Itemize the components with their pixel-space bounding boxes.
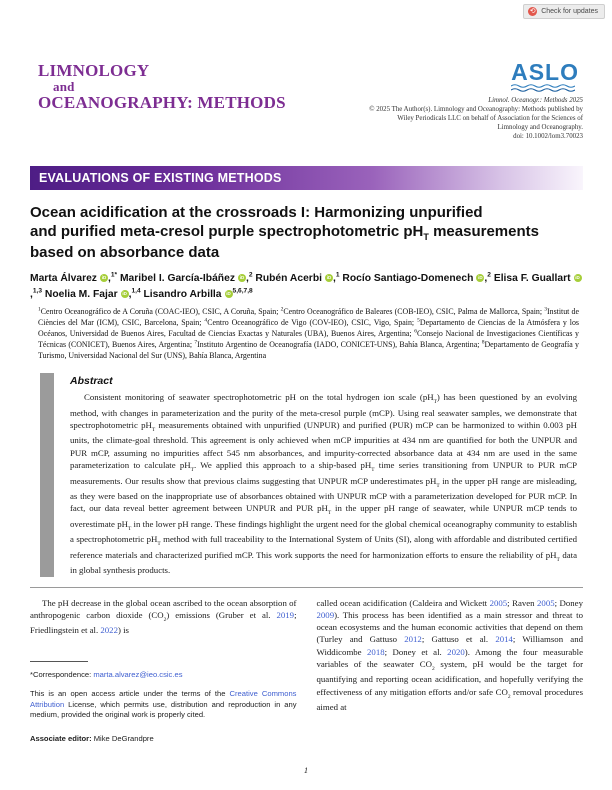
journal-title bbox=[38, 62, 286, 142]
orcid-icon[interactable]: iD bbox=[101, 275, 107, 281]
aslo-logo-text: ASLO bbox=[511, 59, 579, 85]
correspondence-label: *Correspondence: bbox=[30, 669, 94, 679]
text-link[interactable]: 2012 bbox=[404, 634, 422, 645]
affiliation-sup: 5 bbox=[417, 317, 420, 324]
right-column bbox=[317, 597, 584, 754]
orcid-icon[interactable]: iD bbox=[239, 275, 245, 281]
journal-title-line2: and bbox=[53, 79, 75, 95]
check-updates-label: Check for updates bbox=[541, 8, 598, 15]
citation-line: Limnology and Oceanography. bbox=[497, 123, 583, 131]
author-name: Rocío Santiago-Domenech bbox=[342, 273, 474, 285]
orcid-icon[interactable]: iD bbox=[326, 275, 332, 281]
abstract-section bbox=[40, 373, 583, 576]
author-affiliation-sup: 2 bbox=[487, 272, 491, 280]
text-link[interactable]: 2022 bbox=[100, 625, 118, 636]
author-affiliation-sup: 2 bbox=[248, 272, 253, 280]
intro-paragraph-left: The pH decrease in the global ocean ascribed to the ocean absorption of anthropogenic carbon dioxide $(CO_2)$ emissions (Gruber et al. 2019; Friedlingstein et al. 2022) is bbox=[30, 597, 297, 636]
article-title-line2-end: measurements bbox=[428, 222, 539, 240]
open-access-note: This is an open access article under the terms of the Creative Commons Attribution License, which permits use, distribution and reproduction in any medium, provided the original work is properly cited. bbox=[30, 689, 297, 720]
article-title-line1: Ocean acidification at the crossroads I: Harmonizing unpurified bbox=[30, 203, 483, 221]
affiliation-text: Centro Oceanográfico de Vigo (COV-IEO), CSIC, Vigo, Spain; bbox=[207, 317, 418, 327]
affiliations bbox=[30, 306, 583, 361]
section-banner bbox=[30, 166, 583, 190]
author-name: Lisandro Arbilla bbox=[143, 289, 222, 301]
abstract-text: Consistent monitoring of seawater spectrophotometric pH on the total hydrogen ion scale $(pH_T)$ has been questioned by an evolving method, with changes in parameterization and the purity of the meta-cresol purple (mCP). Using real seawater samples, we demonstrate that spectrophotometric $pH_T$ measurements obtained with unpurified (UNPUR) and purified (PUR) mCP can be harmonized to within 0.003 pH units, the climate-goal threshold. This agreement is only achieved when mCP impurities at 434 nm are quantified for both the UNPUR and PUR mCP, assuming no impurities affect 545 nm absorbances, and impurity-corrected absorbance data at 434 nm are used in the same parameterization to calculate $pH_T$. We applied this approach to a ship-based $pH_T$ time series transitioning from UNPUR to PUR mCP measurements. Our results show that previous claims suggesting that UNPUR mCP underestimates $pH_T$ in the upper pH range are misleading, as they were based on the inappropriate use of absorbances obtained with UNPUR mCP with a parameterization developed for PUR mCP. In fact, our data reveal better agreement between UNPUR and PUR $pH_T$ in the upper pH range of seawater, while UNPUR mCP tends to overestimate $pH_T$ in the lower pH range. These findings highlight the urgent need for the global chemical oceanography community to establish a spectrophotometric $pH_T$ method with full traceability to the International System of Units (SI), along with affordable and distributed certified reference materials and characterized purified mCP. This work supports the need for harmonization efforts to ensure the reliability of $pH_T$ data in global synthesis products. bbox=[70, 392, 578, 576]
journal-title-line1: LIMNOLOGY bbox=[38, 61, 150, 80]
author-affiliation-sup: 1* bbox=[110, 272, 118, 280]
affiliation-sup: 1 bbox=[38, 306, 41, 313]
affiliation-text: Centro Oceanográfico de Baleares (COB-IEO), CSIC, Palma de Mallorca, Spain; bbox=[283, 306, 545, 316]
text-link[interactable]: 2005 bbox=[537, 597, 555, 608]
section-divider bbox=[30, 587, 583, 588]
author-affiliation-sup: 1,4 bbox=[131, 287, 141, 295]
affiliation-text: Institut de Ciències del Mar (ICM), CSIC, Barcelona, Spain; bbox=[38, 306, 579, 327]
author-name: Maribel I. García-Ibáñez bbox=[119, 273, 235, 285]
author-name: Marta Álvarez bbox=[30, 273, 97, 285]
text-link[interactable]: 2005 bbox=[489, 597, 508, 608]
author: Maribel I. García-Ibáñez iD ,$^2$ bbox=[119, 272, 253, 285]
footnote-block bbox=[30, 661, 297, 745]
correspondence-note bbox=[30, 670, 297, 681]
masthead-right bbox=[369, 59, 583, 142]
abstract-content bbox=[70, 373, 583, 576]
correspondence-email-link[interactable]: marta.alvarez@ieo.csic.es bbox=[93, 669, 183, 679]
text-link[interactable]: 2019 bbox=[276, 609, 295, 620]
associate-editor-note bbox=[30, 734, 297, 745]
author-affiliation-sup: 1,3 bbox=[32, 287, 43, 295]
citation-line: © 2025 The Author(s). Limnology and Oceanography: Methods published by bbox=[369, 105, 583, 113]
orcid-icon[interactable]: iD bbox=[575, 275, 580, 281]
journal-title-line3: OCEANOGRAPHY: METHODS bbox=[38, 92, 286, 112]
author bbox=[144, 289, 253, 300]
citation-doi: doi: 10.1002/lom3.70023 bbox=[513, 132, 583, 140]
page-number: 1 bbox=[303, 765, 309, 775]
abstract-sidebar-bar bbox=[40, 373, 54, 576]
orcid-icon[interactable]: iD bbox=[122, 291, 127, 297]
check-for-updates-button[interactable] bbox=[523, 4, 605, 19]
citation-line: Wiley Periodicals LLC on behalf of Association for the Sciences of bbox=[397, 114, 583, 122]
intro-paragraph-right: called ocean acidification (Caldeira and Wickett 2005; Raven 2005; Doney 2009). This process has been identified as a main stressor and threat to ocean ecosystems and the human economic activities that depend on them (Turley and Gattuso 2012; Gattuso et al. 2014; Williamson and Widdicombe 2018; Doney et al. 2020). Among the four measurable variables of the seawater $CO_2$ system, pH would be the target for quantifying and reporting ocean acidification, and hopefully verifying the effectiveness of any mitigation efforts and/or safe $CO_2$ removal procedures aimed at bbox=[316, 597, 584, 713]
affiliation-sup: 7 bbox=[194, 339, 198, 346]
author: Marta Álvarez iD ,$^{1*}$ bbox=[30, 272, 118, 285]
article-title-line3: based on absorbance data bbox=[30, 244, 220, 261]
affiliation-sup: 4 bbox=[204, 317, 208, 324]
affiliation-text: Consejo Nacional de Investigaciones Científicas y Técnicas (CONICET), Buenos Aires, Argentina; bbox=[38, 328, 579, 349]
author-affiliation-sup: 1 bbox=[335, 272, 340, 280]
affiliation-text: Instituto Argentino de Oceanografía (IADO, CONICET-UNS), Bahía Blanca, Argentina; bbox=[197, 339, 482, 349]
author-name: Noelia M. Fajar bbox=[44, 289, 118, 301]
author: Noelia M. Fajar iD ,$^{1,4}$ bbox=[44, 287, 141, 301]
text-link[interactable]: 2018 bbox=[367, 646, 385, 657]
affiliation-sup: 2 bbox=[280, 306, 284, 313]
orcid-icon[interactable]: iD bbox=[478, 275, 483, 281]
affiliation-text: Departamento de Geografía y Turismo, Universidad Nacional del Sur (UNS), Bahía Blanca, Argentina bbox=[38, 339, 579, 361]
text-link[interactable]: Creative Commons Attribution bbox=[30, 689, 297, 709]
author-list bbox=[30, 271, 583, 303]
associate-editor-label: Associate editor: bbox=[30, 734, 94, 744]
affiliation-text: Departamento de Ciencias de la Atmósfera y los Océanos, Universidad de Buenos Aires, Facultad de Ciencias Exactas y Naturales (UBA), Buenos Aires, Argentina; bbox=[38, 317, 579, 338]
masthead bbox=[30, 59, 583, 142]
citation-block bbox=[369, 97, 583, 142]
text-link[interactable]: 2009 bbox=[316, 609, 335, 620]
affiliation-text: Centro Oceanográfico de A Coruña (COAC-IEO), CSIC, A Coruña, Spain; bbox=[40, 306, 281, 316]
text-link[interactable]: 2020 bbox=[447, 646, 465, 657]
left-column bbox=[30, 597, 297, 754]
aslo-logo bbox=[511, 59, 579, 92]
author-name: Elisa F. Guallart bbox=[493, 273, 571, 285]
article-title-line2: and purified meta-cresol purple spectrophotometric pH bbox=[30, 222, 424, 240]
orcid-icon[interactable]: iD bbox=[226, 291, 231, 297]
author: Elisa F. Guallart iD,$^{1,3}$ bbox=[30, 273, 580, 301]
footnote-rule bbox=[30, 661, 88, 662]
author-affiliation-sup: 5,6,7,8 bbox=[232, 287, 253, 295]
author: Rocío Santiago-Domenech iD ,$^2$ bbox=[342, 272, 491, 285]
abstract-heading: Abstract bbox=[70, 375, 113, 388]
article-title-subscript: T bbox=[423, 231, 429, 242]
author: Rubén Acerbi iD ,$^1$ bbox=[255, 272, 340, 285]
article-title bbox=[30, 203, 583, 263]
citation-line: Limnol. Oceanogr.: Methods 2025 bbox=[488, 96, 583, 104]
check-updates-icon: ⟲ bbox=[529, 8, 536, 15]
affiliation-sup: 6 bbox=[414, 328, 418, 335]
text-link[interactable]: 2014 bbox=[495, 634, 513, 645]
affiliation-sup: 8 bbox=[481, 339, 485, 346]
body-columns bbox=[30, 597, 583, 754]
associate-editor-name: Mike DeGrandpre bbox=[93, 734, 154, 744]
section-banner-label: EVALUATIONS OF EXISTING METHODS bbox=[39, 170, 282, 185]
affiliation-sup: 3 bbox=[544, 306, 548, 313]
author-name: Rubén Acerbi bbox=[255, 273, 322, 285]
